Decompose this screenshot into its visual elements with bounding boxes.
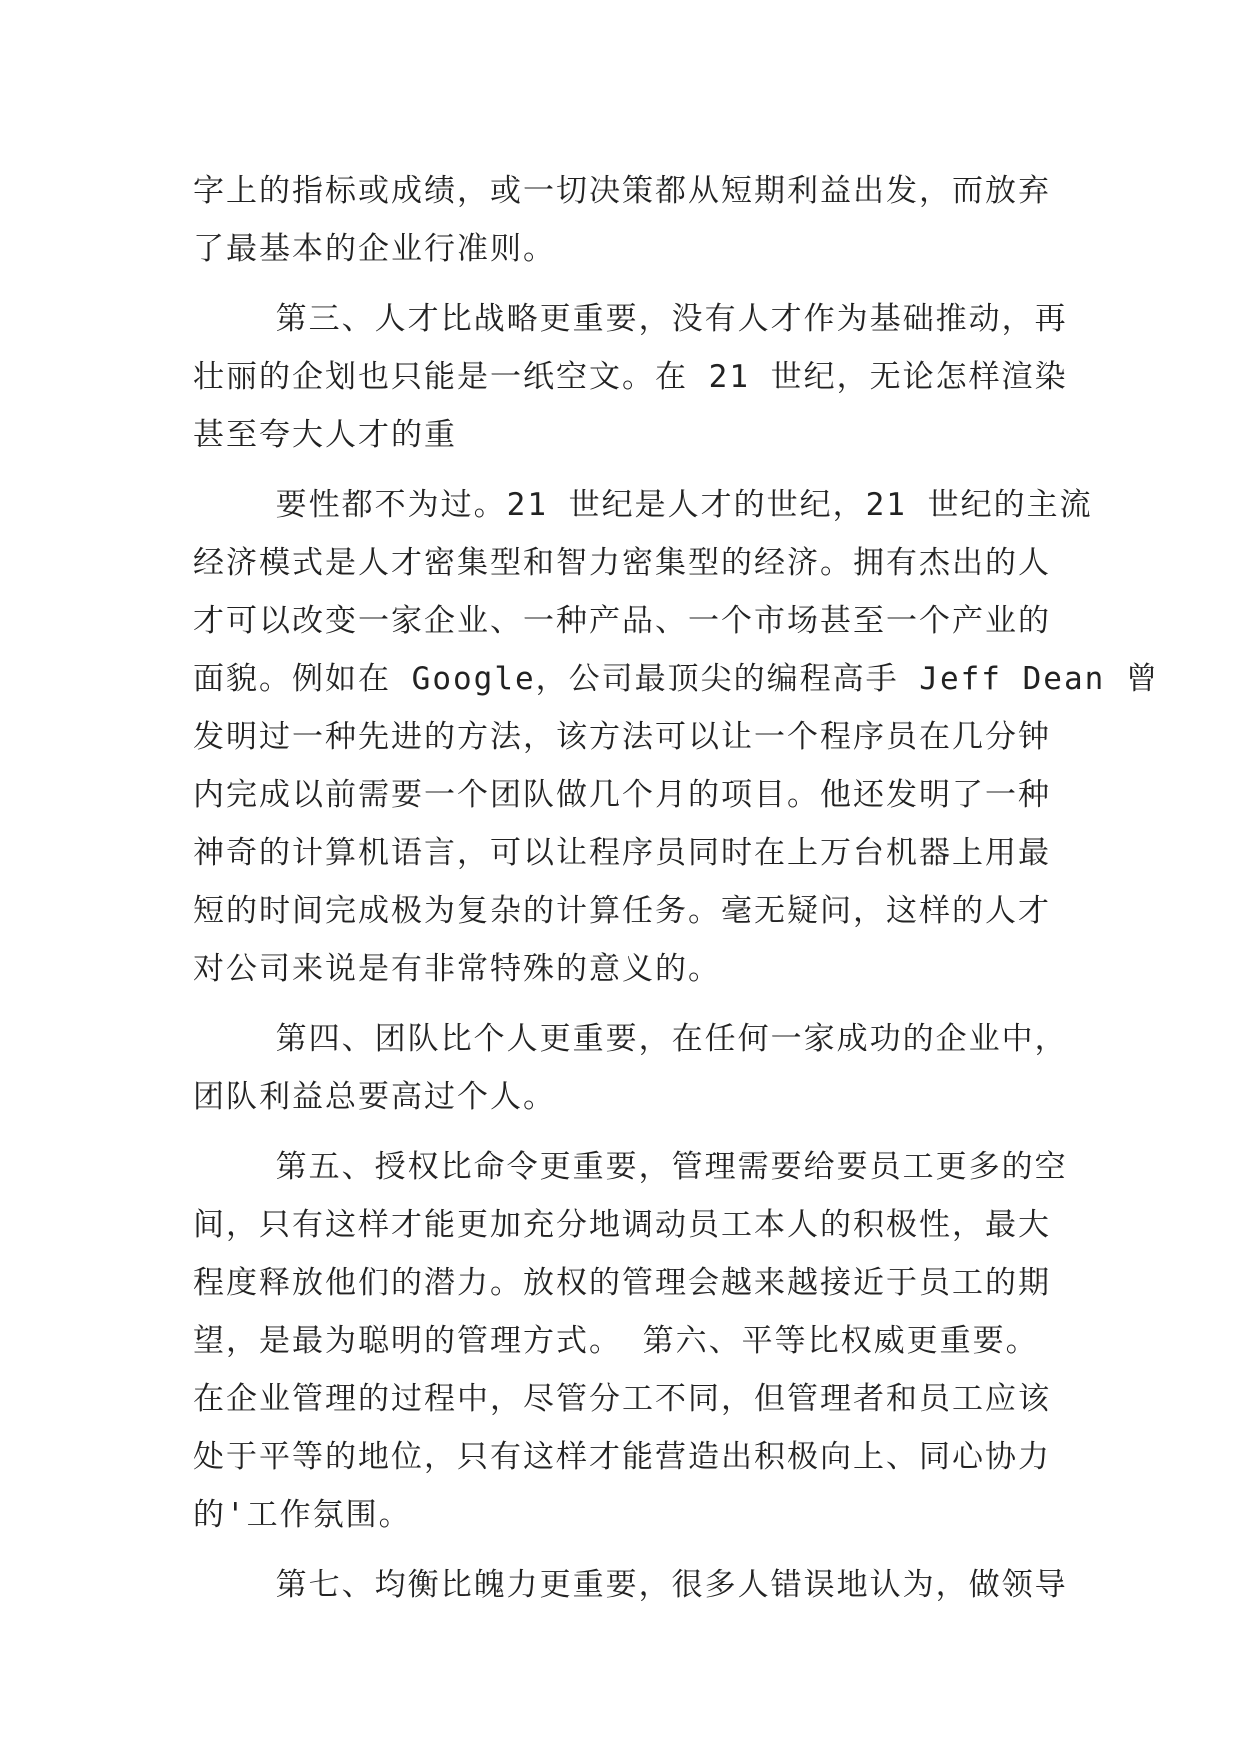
text-line: 处于平等的地位，只有这样才能营造出积极向上、同心协力	[193, 1439, 1051, 1475]
text-line: 间，只有这样才能更加充分地调动员工本人的积极性，最大	[193, 1207, 1051, 1243]
text-line: 发明过一种先进的方法，该方法可以让一个程序员在几分钟	[193, 719, 1051, 755]
paragraph	[193, 1010, 1068, 1126]
text-line: 团队利益总要高过个人。	[193, 1079, 556, 1115]
text-line: 才可以改变一家企业、一种产品、一个市场甚至一个产业的	[193, 603, 1051, 639]
paragraph	[193, 1556, 1068, 1614]
text-line: 程度释放他们的潜力。放权的管理会越来越接近于员工的期	[193, 1265, 1051, 1301]
text-line: 神奇的计算机语言，可以让程序员同时在上万台机器上用最	[193, 835, 1051, 871]
text-line: 第四、团队比个人更重要，在任何一家成功的企业中，	[193, 1021, 1068, 1057]
text-line: 第五、授权比命令更重要，管理需要给要员工更多的空	[193, 1149, 1068, 1185]
text-line: 第七、均衡比魄力更重要，很多人错误地认为，做领导	[193, 1567, 1068, 1603]
text-line: 望，是最为聪明的管理方式。 第六、平等比权威更重要。	[193, 1323, 1039, 1359]
text-line: 了最基本的企业行准则。	[193, 231, 556, 267]
text-line: 经济模式是人才密集型和智力密集型的经济。拥有杰出的人	[193, 545, 1051, 581]
text-line: 壮丽的企划也只能是一纸空文。在 21 世纪，无论怎样渲染	[193, 359, 1068, 395]
text-line: 第三、人才比战略更重要，没有人才作为基础推动，再	[193, 301, 1068, 337]
paragraph	[193, 476, 1159, 998]
text-line: 短的时间完成极为复杂的计算任务。毫无疑问，这样的人才	[193, 893, 1051, 929]
text-line: 字上的指标或成绩，或一切决策都从短期利益出发，而放弃	[193, 173, 1051, 209]
text-line: 内完成以前需要一个团队做几个月的项目。他还发明了一种	[193, 777, 1051, 813]
document-body	[193, 162, 1159, 1614]
text-line: 在企业管理的过程中，尽管分工不同，但管理者和员工应该	[193, 1381, 1051, 1417]
text-line: 对公司来说是有非常特殊的意义的。	[193, 951, 721, 987]
paragraph	[193, 290, 1068, 464]
text-line: 的'工作氛围。	[193, 1497, 412, 1533]
text-line: 要性都不为过。21 世纪是人才的世纪，21 世纪的主流	[193, 487, 1093, 523]
text-line: 甚至夸大人才的重	[193, 417, 457, 453]
text-line: 面貌。例如在 Google，公司最顶尖的编程高手 Jeff Dean 曾	[193, 661, 1159, 697]
paragraph	[193, 162, 1051, 278]
paragraph	[193, 1138, 1068, 1544]
